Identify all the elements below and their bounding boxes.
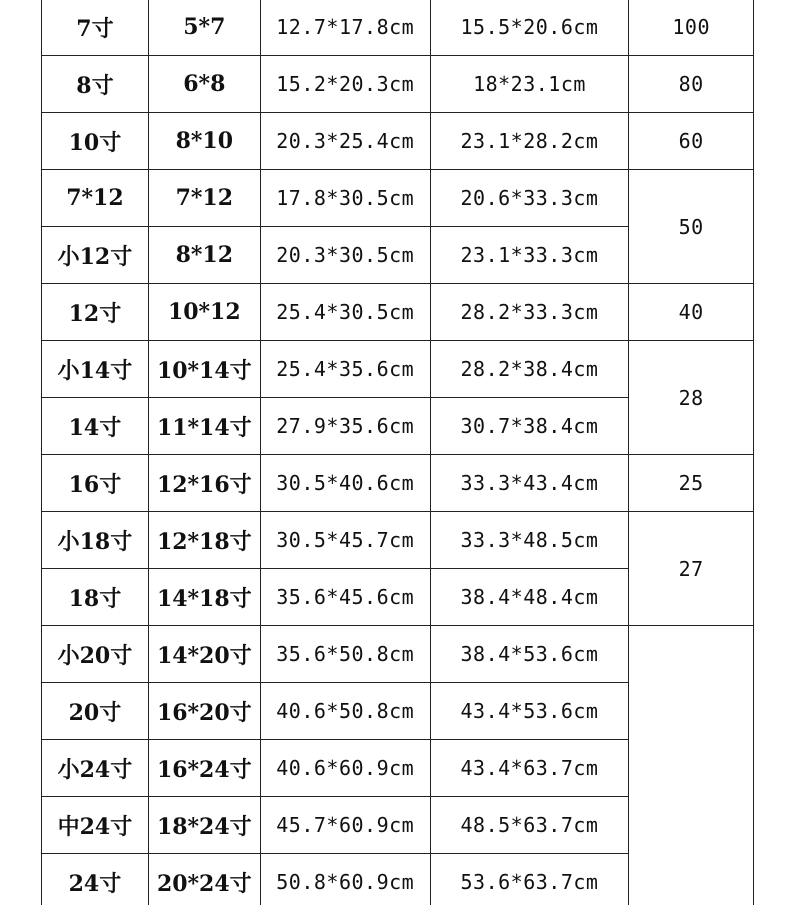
inch-size-cell: 18*24寸 [148,797,260,854]
size-name-cell: 小24寸 [42,740,149,797]
quantity-cell-empty [629,626,754,905]
photo-size-cell: 20.3*25.4cm [260,113,430,170]
frame-size-table [41,0,754,905]
frame-size-cell: 23.1*28.2cm [430,113,629,170]
photo-size-cell: 50.8*60.9cm [260,854,430,905]
table-row [42,341,754,398]
size-name-cell: 16寸 [42,455,149,512]
photo-size-cell: 45.7*60.9cm [260,797,430,854]
inch-size-cell: 14*18寸 [148,569,260,626]
frame-size-cell: 33.3*48.5cm [430,512,629,569]
inch-size-cell: 5*7 [148,0,260,56]
table-row [42,626,754,683]
size-name-cell: 小18寸 [42,512,149,569]
photo-size-cell: 35.6*45.6cm [260,569,430,626]
size-name-cell: 24寸 [42,854,149,905]
inch-size-cell: 12*18寸 [148,512,260,569]
table-row [42,455,754,512]
size-table-container [41,0,754,905]
inch-size-cell: 20*24寸 [148,854,260,905]
photo-size-cell: 40.6*50.8cm [260,683,430,740]
size-name-cell: 18寸 [42,569,149,626]
photo-size-cell: 17.8*30.5cm [260,170,430,227]
size-name-cell: 20寸 [42,683,149,740]
size-name-cell: 12寸 [42,284,149,341]
quantity-cell: 40 [629,284,754,341]
quantity-cell: 80 [629,56,754,113]
inch-size-cell: 7*12 [148,170,260,227]
photo-size-cell: 15.2*20.3cm [260,56,430,113]
frame-size-cell: 33.3*43.4cm [430,455,629,512]
quantity-cell: 28 [629,341,754,455]
quantity-cell: 27 [629,512,754,626]
inch-size-cell: 16*20寸 [148,683,260,740]
frame-size-cell: 15.5*20.6cm [430,0,629,56]
size-name-cell: 8寸 [42,56,149,113]
photo-size-cell: 40.6*60.9cm [260,740,430,797]
inch-size-cell: 8*10 [148,113,260,170]
frame-size-cell: 28.2*38.4cm [430,341,629,398]
quantity-cell: 25 [629,455,754,512]
inch-size-cell: 16*24寸 [148,740,260,797]
photo-size-cell: 12.7*17.8cm [260,0,430,56]
frame-size-cell: 53.6*63.7cm [430,854,629,905]
frame-size-cell: 38.4*48.4cm [430,569,629,626]
size-name-cell: 小20寸 [42,626,149,683]
quantity-cell: 50 [629,170,754,284]
size-name-cell: 中24寸 [42,797,149,854]
photo-size-cell: 20.3*30.5cm [260,227,430,284]
inch-size-cell: 10*14寸 [148,341,260,398]
frame-size-cell: 43.4*63.7cm [430,740,629,797]
table-row [42,56,754,113]
size-name-cell: 7寸 [42,0,149,56]
table-row [42,113,754,170]
quantity-cell: 100 [629,0,754,56]
size-name-cell: 14寸 [42,398,149,455]
frame-size-cell: 30.7*38.4cm [430,398,629,455]
table-row [42,0,754,56]
size-name-cell: 小12寸 [42,227,149,284]
table-row [42,284,754,341]
table-row [42,512,754,569]
frame-size-cell: 18*23.1cm [430,56,629,113]
inch-size-cell: 12*16寸 [148,455,260,512]
photo-size-cell: 30.5*40.6cm [260,455,430,512]
inch-size-cell: 8*12 [148,227,260,284]
inch-size-cell: 11*14寸 [148,398,260,455]
inch-size-cell: 10*12 [148,284,260,341]
quantity-cell: 60 [629,113,754,170]
photo-size-cell: 35.6*50.8cm [260,626,430,683]
size-name-cell: 小14寸 [42,341,149,398]
frame-size-cell: 38.4*53.6cm [430,626,629,683]
photo-size-cell: 25.4*35.6cm [260,341,430,398]
frame-size-cell: 43.4*53.6cm [430,683,629,740]
inch-size-cell: 14*20寸 [148,626,260,683]
table-row [42,170,754,227]
size-name-cell: 10寸 [42,113,149,170]
frame-size-cell: 23.1*33.3cm [430,227,629,284]
inch-size-cell: 6*8 [148,56,260,113]
size-name-cell: 7*12 [42,170,149,227]
frame-size-cell: 20.6*33.3cm [430,170,629,227]
photo-size-cell: 25.4*30.5cm [260,284,430,341]
photo-size-cell: 27.9*35.6cm [260,398,430,455]
frame-size-cell: 48.5*63.7cm [430,797,629,854]
photo-size-cell: 30.5*45.7cm [260,512,430,569]
frame-size-cell: 28.2*33.3cm [430,284,629,341]
